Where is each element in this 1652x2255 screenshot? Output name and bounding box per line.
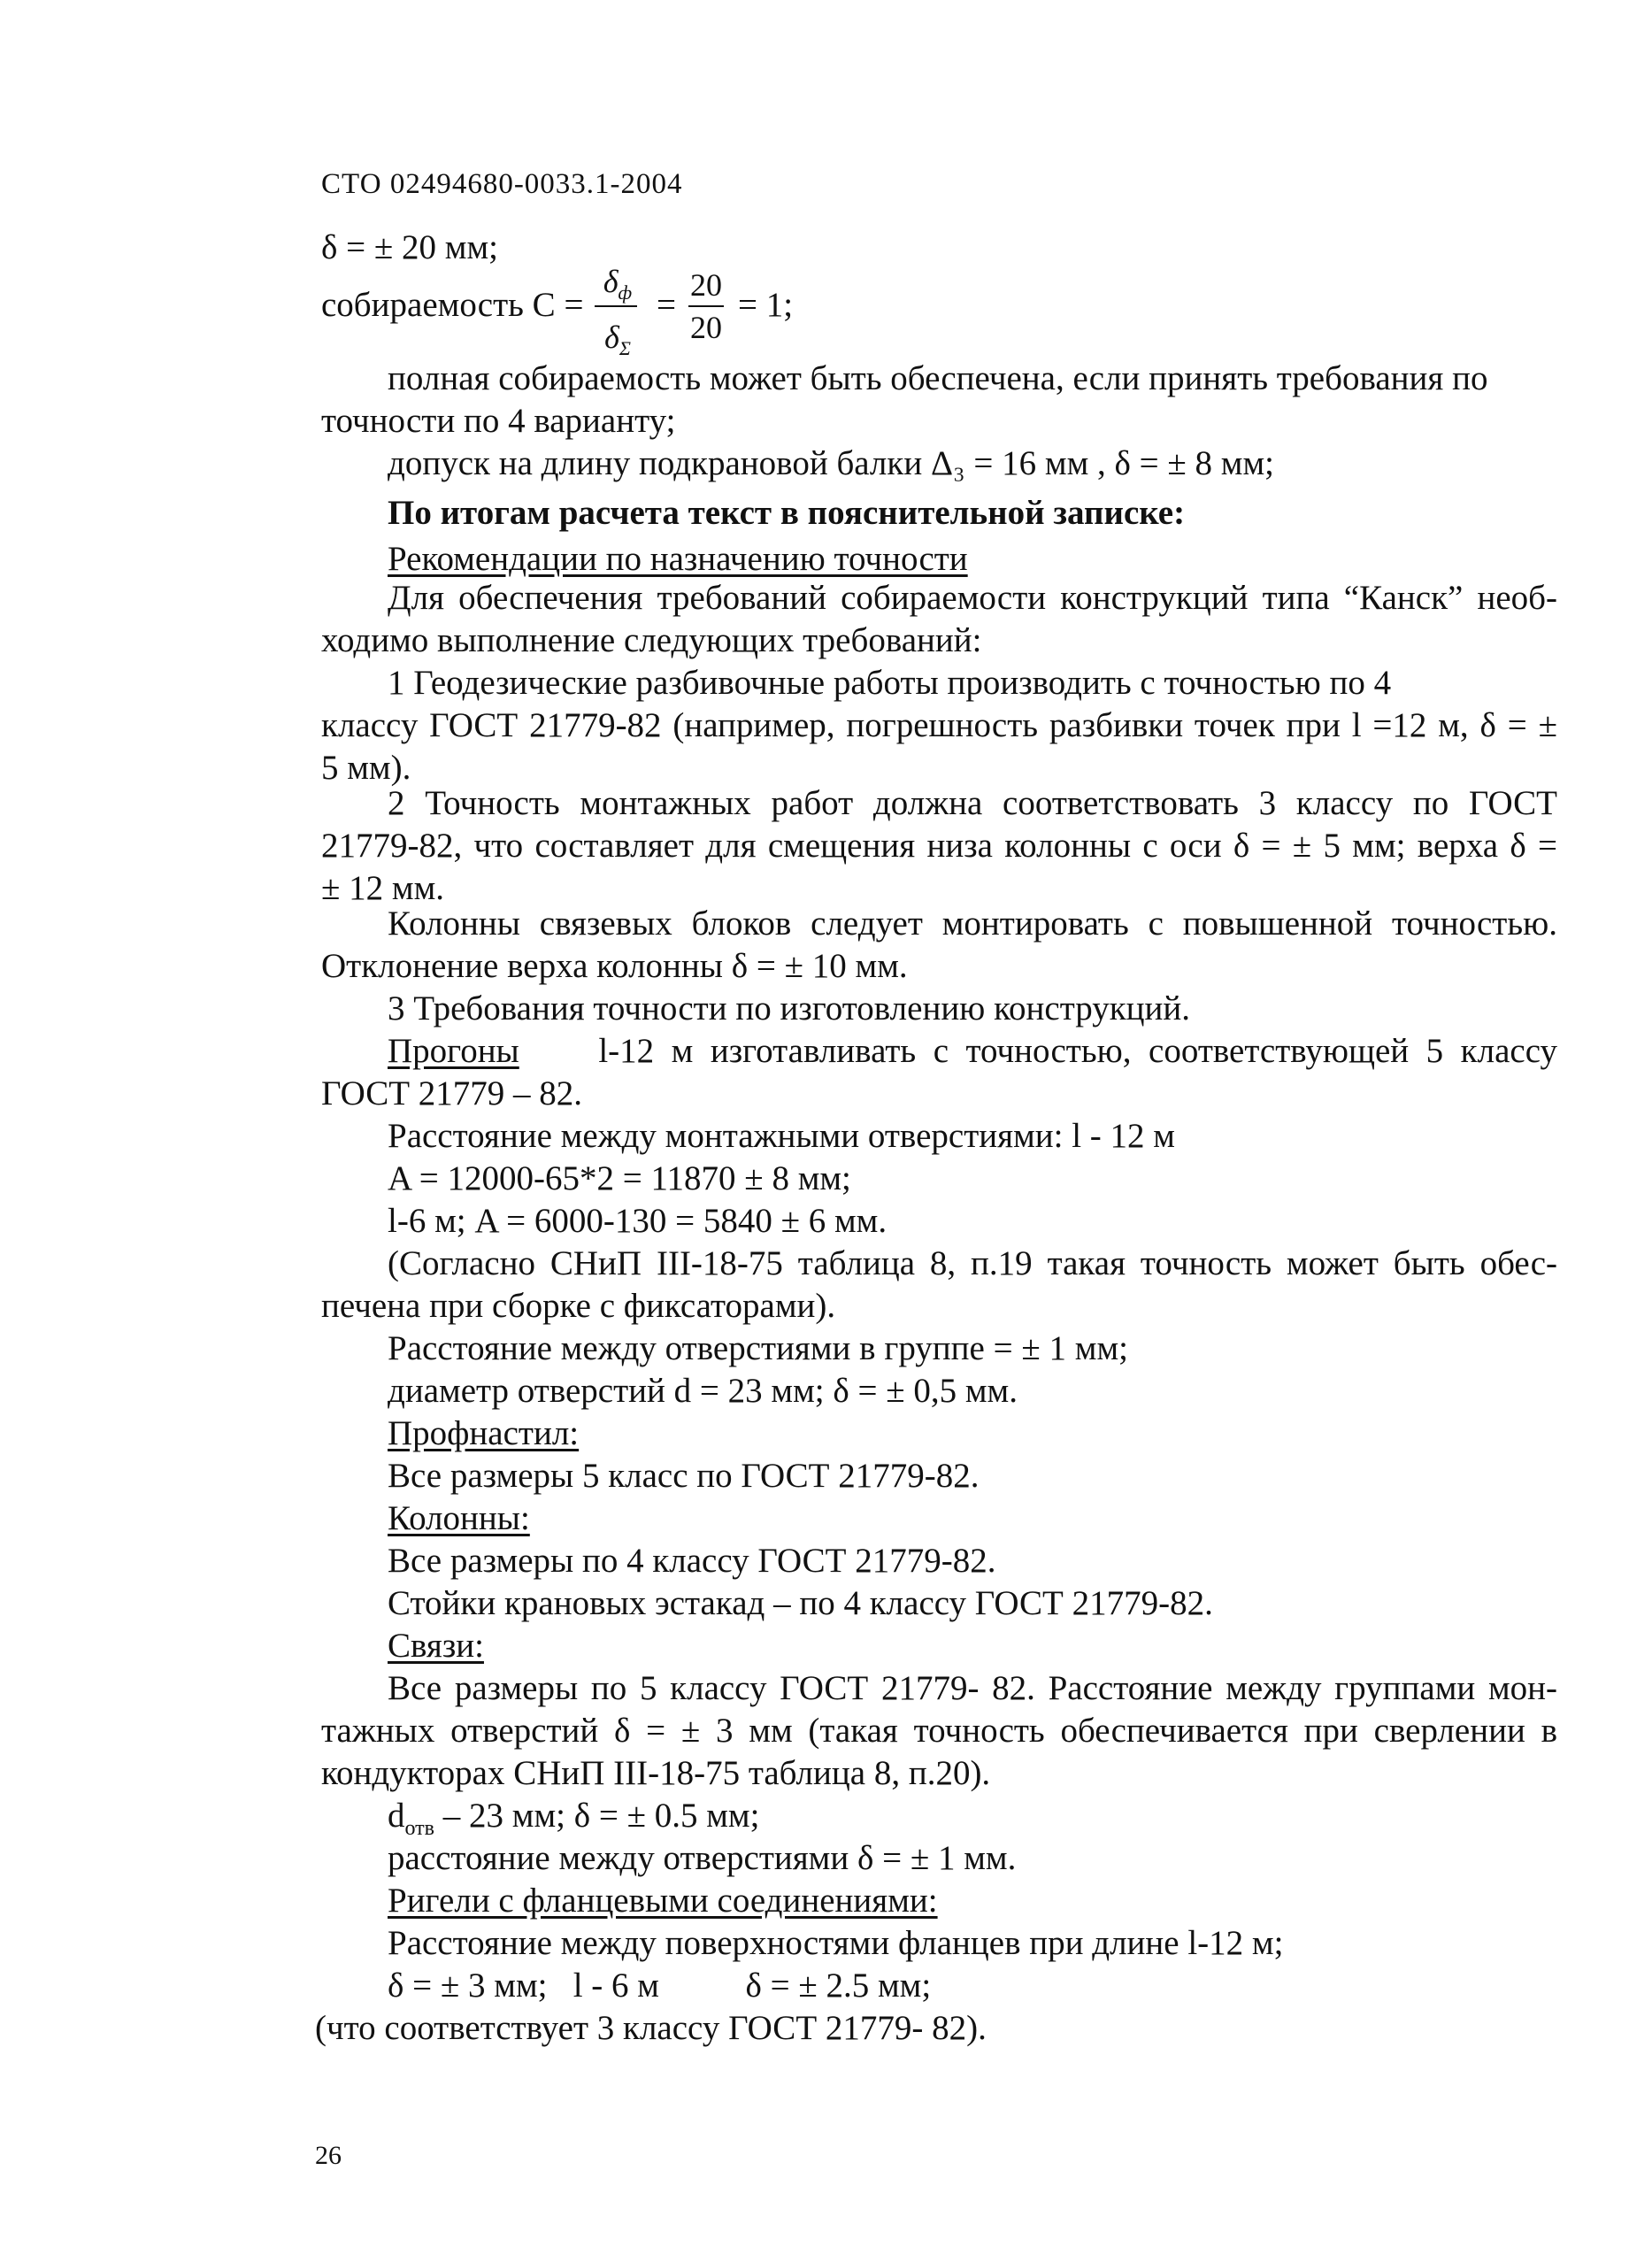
d-subscript: отв [404, 1816, 435, 1840]
kolonny-label: Колонны: [388, 1499, 530, 1537]
progony-detail-6: Расстояние между отверстиями в группе = ± 1 мм; [388, 1329, 1128, 1367]
delta-value-line: δ = ± 20 мм; [321, 228, 498, 266]
delta-f-symbol: δ [603, 264, 619, 299]
svyazi-line-5: расстояние между отверстиями δ = ± 1 мм. [388, 1839, 1017, 1877]
body-line-8: ± 12 мм. [321, 869, 445, 907]
progony-detail-2: A = 12000-65*2 = 11870 ± 8 мм; [388, 1159, 851, 1197]
progony-detail-7: диаметр отверстий d = 23 мм; δ = ± 0,5 мм. [388, 1372, 1018, 1410]
rigeli-label: Ригели с фланцевыми соединениями: [388, 1882, 938, 1920]
body-line-4: классу ГОСТ 21779-82 (например, погрешность разбивки точек при l =12 м, δ = ± [321, 706, 1557, 744]
progony-detail-3: l-6 м; A = 6000-130 = 5840 ± 6 мм. [388, 1202, 887, 1240]
delta-fraction [595, 264, 641, 366]
fraction-numerator: 20 [690, 267, 722, 303]
d-value: – 23 мм; δ = ± 0.5 мм; [434, 1797, 760, 1835]
formula-label: собираемость C = [321, 286, 584, 324]
intro-line-3: допуск на длину подкрановой балки Δ₃ = 16 мм , δ = ± 8 мм; [388, 444, 1274, 482]
fraction-bar-2 [688, 305, 724, 307]
delta-sigma-subscript: Σ [619, 337, 631, 360]
summary-heading: По итогам расчета текст в пояснительной записке: [388, 494, 1186, 532]
profnastil-label: Профнастил: [388, 1414, 580, 1452]
rigeli-line-2: δ = ± 3 мм; l - 6 м δ = ± 2.5 мм; [388, 1966, 932, 2005]
progony-detail-5: печена при сборке с фиксаторами). [321, 1287, 836, 1325]
kolonny-line-2: Стойки крановых эстакад – по 4 классу ГОСТ 21779-82. [388, 1584, 1213, 1622]
svyazi-line-2: тажных отверстий δ = ± 3 мм (такая точность обеспечивается при сверлении в [321, 1712, 1557, 1750]
body-line-11: 3 Требования точности по изготовлению конструкций. [388, 989, 1191, 1027]
document-code-header: СТО 02494680-0033.1-2004 [321, 168, 683, 200]
body-line-5: 5 мм). [321, 749, 411, 787]
svyazi-label: Связи: [388, 1627, 484, 1665]
progony-label: Прогоны [388, 1032, 519, 1070]
page-number: 26 [315, 2141, 342, 2170]
svyazi-line-1: Все размеры по 5 классу ГОСТ 21779- 82. Расстояние между группами мон- [388, 1669, 1557, 1707]
body-line-6: 2 Точность монтажных работ должна соответствовать 3 классу по ГОСТ [388, 784, 1557, 822]
body-line-2: ходимо выполнение следующих требований: [321, 621, 982, 659]
intro-line-2: точности по 4 варианту; [321, 402, 676, 440]
intro-line-1: полная собираемость может быть обеспечена, если принять требования по [388, 359, 1488, 397]
svyazi-line-3: кондукторах СНиП III-18-75 таблица 8, п.20). [321, 1754, 991, 1792]
progony-detail-1: Расстояние между монтажными отверстиями: l - 12 м [388, 1117, 1175, 1155]
formula-result: = 1; [738, 286, 794, 324]
body-line-1: Для обеспечения требований собираемости конструкций типа “Канск” необ- [388, 579, 1557, 617]
body-line-3: 1 Геодезические разбивочные работы производить с точностью по 4 [388, 664, 1392, 702]
progony-detail-4: (Согласно СНиП III-18-75 таблица 8, п.19 такая точность может быть обес- [388, 1244, 1557, 1282]
progony-text: l-12 м изготавливать с точностью, соответствующей 5 классу [580, 1032, 1557, 1070]
delta-f-subscript: ф [618, 281, 633, 304]
progony-line-2: ГОСТ 21779 – 82. [321, 1074, 583, 1112]
body-line-9: Колонны связевых блоков следует монтировать с повышенной точностью. [388, 904, 1557, 943]
rigeli-line-3: (что соответствует 3 классу ГОСТ 21779- 82). [315, 2009, 987, 2047]
recommendations-heading: Рекомендации по назначению точности [388, 540, 968, 578]
kolonny-line-1: Все размеры по 4 классу ГОСТ 21779-82. [388, 1542, 996, 1580]
d-symbol: d [388, 1797, 405, 1835]
progony-line [388, 1030, 1557, 1073]
fraction-denominator: 20 [690, 310, 722, 345]
profnastil-line: Все размеры 5 класс по ГОСТ 21779-82. [388, 1457, 980, 1495]
body-line-10: Отклонение верха колонны δ = ± 10 мм. [321, 947, 908, 985]
rigeli-line-1: Расстояние между поверхностями фланцев при длине l-12 м; [388, 1924, 1284, 1962]
formula-equals: = [657, 286, 676, 324]
delta-sigma-symbol: δ [604, 319, 619, 356]
fraction-bar-1 [595, 305, 637, 307]
body-line-7: 21779-82, что составляет для смещения низа колонны с оси δ = ± 5 мм; верха δ = [321, 827, 1557, 865]
